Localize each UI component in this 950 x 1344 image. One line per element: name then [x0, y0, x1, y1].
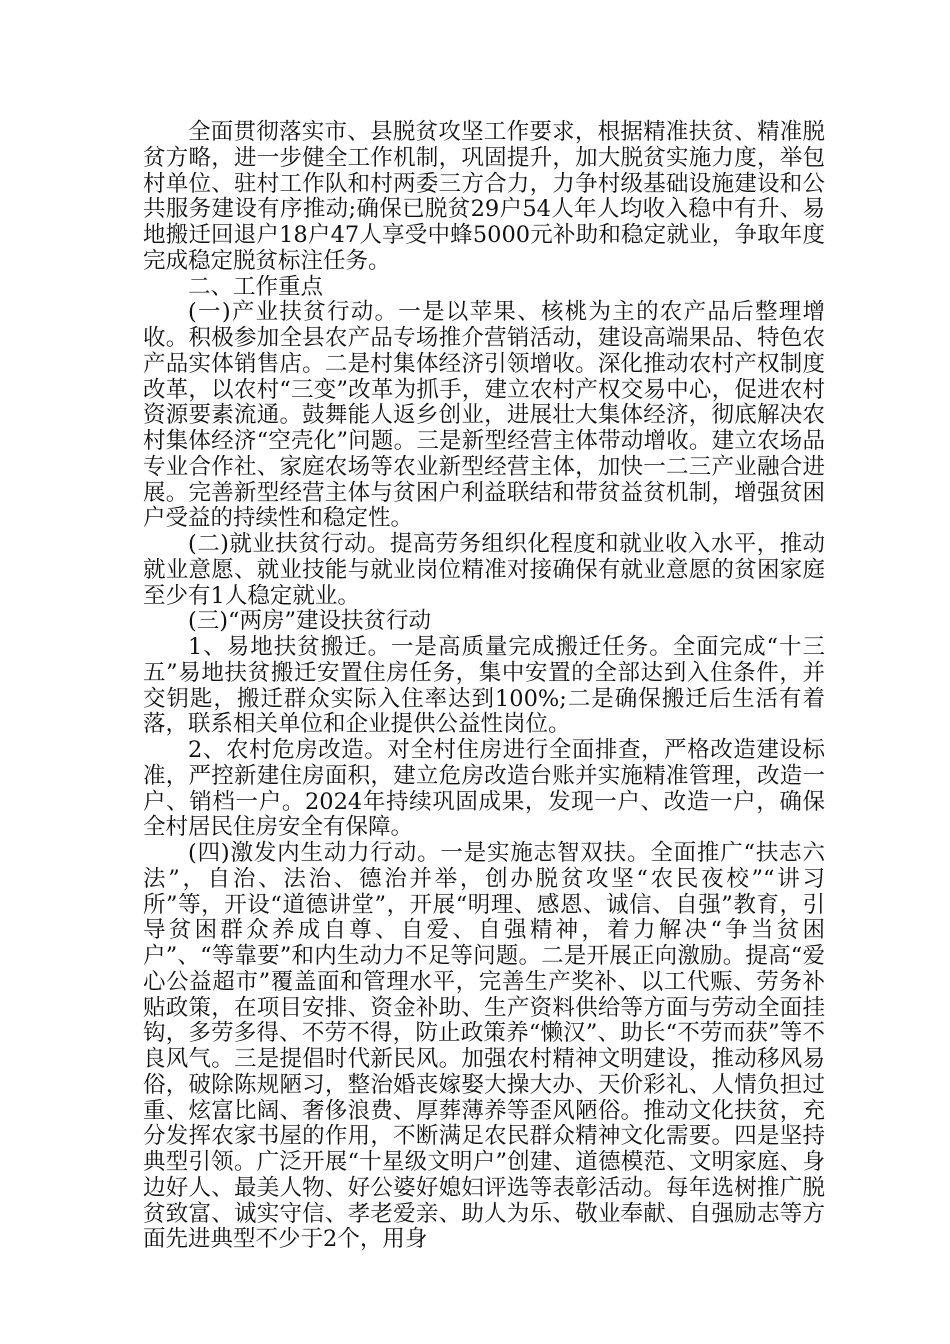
document-body — [143, 120, 825, 1253]
section-heading-work-focus: 二、工作重点 — [188, 273, 324, 300]
paragraph-relocation: 1、易地扶贫搬迁。一是高质量完成搬迁任务。全面完成“十三五”易地扶贫搬迁安置住房任务，集中安置的全部达到入住条件，并交钥匙，搬迁群众实际入住率达到100%;二是确保搬迁后生活有着落，联系相关单位和企业提供公益性岗位。 — [143, 634, 825, 738]
paragraph-intro: 全面贯彻落实市、县脱贫攻坚工作要求，根据精准扶贫、精准脱贫方略，进一步健全工作机制，巩固提升，加大脱贫实施力度，举包村单位、驻村工作队和村两委三方合力，力争村级基础设施建设和公共服务建设有序推动;确保已脱贫29户54人年人均收入稳中有升、易地搬迁回退户18户47人享受中蜂5000元补助和稳定就业，争取年度完成稳定脱贫标注任务。 — [143, 119, 825, 274]
paragraph-dilapidated-housing: 2、农村危房改造。对全村住房进行全面排查，严格改造建设标准，严控新建住房面积，建立危房改造台账并实施精准管理，改造一户、销档一户。2024年持续巩固成果，发现一户、改造一户，确保全村居民住房安全有保障。 — [143, 737, 825, 841]
subheading-two-housing: (三)“两房”建设扶贫行动 — [188, 608, 432, 635]
paragraph-employment-poverty-alleviation: (二)就业扶贫行动。提高劳务组织化程度和就业收入水平，推动就业意愿、就业技能与就业岗位精准对接确保有就业意愿的贫困家庭至少有1人稳定就业。 — [143, 531, 825, 609]
paragraph-industry-poverty-alleviation: (一)产业扶贫行动。一是以苹果、核桃为主的农产品后整理增收。积极参加全县农产品专场推介营销活动，建设高端果品、特色农产品实体销售店。二是村集体经济引领增收。深化推动农村产权制度改革，以农村“三变”改革为抓手，建立农村产权交易中心，促进农村资源要素流通。鼓舞能人返乡创业，进展壮大集体经济，彻底解决农村集体经济“空壳化”问题。三是新型经营主体带动增收。建立农场品专业合作社、家庭农场等农业新型经营主体，加快一二三产业融合进展。完善新型经营主体与贫困户利益联结和带贫益贫机制，增强贫困户受益的持续性和稳定性。 — [143, 299, 825, 532]
paragraph-internal-motivation: (四)激发内生动力行动。一是实施志智双扶。全面推广“扶志六法”，自治、法治、德治并举，创办脱贫攻坚“农民夜校”“讲习所”等，开设“道德讲堂”，开展“明理、感恩、诚信、自强”教育，引导贫困群众养成自尊、自爱、自强精神，着力解决“争当贫困户”、“等靠要”和内生动力不足等问题。二是开展正向激励。提高“爱心公益超市”覆盖面和管理水平，完善生产奖补、以工代赈、劳务补贴政策，在项目安排、资金补助、生产资料供给等方面与劳动全面挂钩，多劳多得、不劳不得，防止政策养“懒汉”、助长“不劳而获”等不良风气。三是提倡时代新民风。加强农村精神文明建设，推动移风易俗，破除陈规陋习，整治婚丧嫁娶大操大办、天价彩礼、人情负担过重、炫富比阔、奢侈浪费、厚葬薄养等歪风陋俗。推动文化扶贫，充分发挥农家书屋的作用，不断满足农民群众精神文化需要。四是坚持典型引领。广泛开展“十星级文明户”创建、道德模范、文明家庭、身边好人、最美人物、好公婆好媳妇评选等表彰活动。每年选树推广脱贫致富、诚实守信、孝老爱亲、助人为乐、敬业奉献、自强励志等方面先进典型不少于2个，用身 — [143, 840, 825, 1253]
